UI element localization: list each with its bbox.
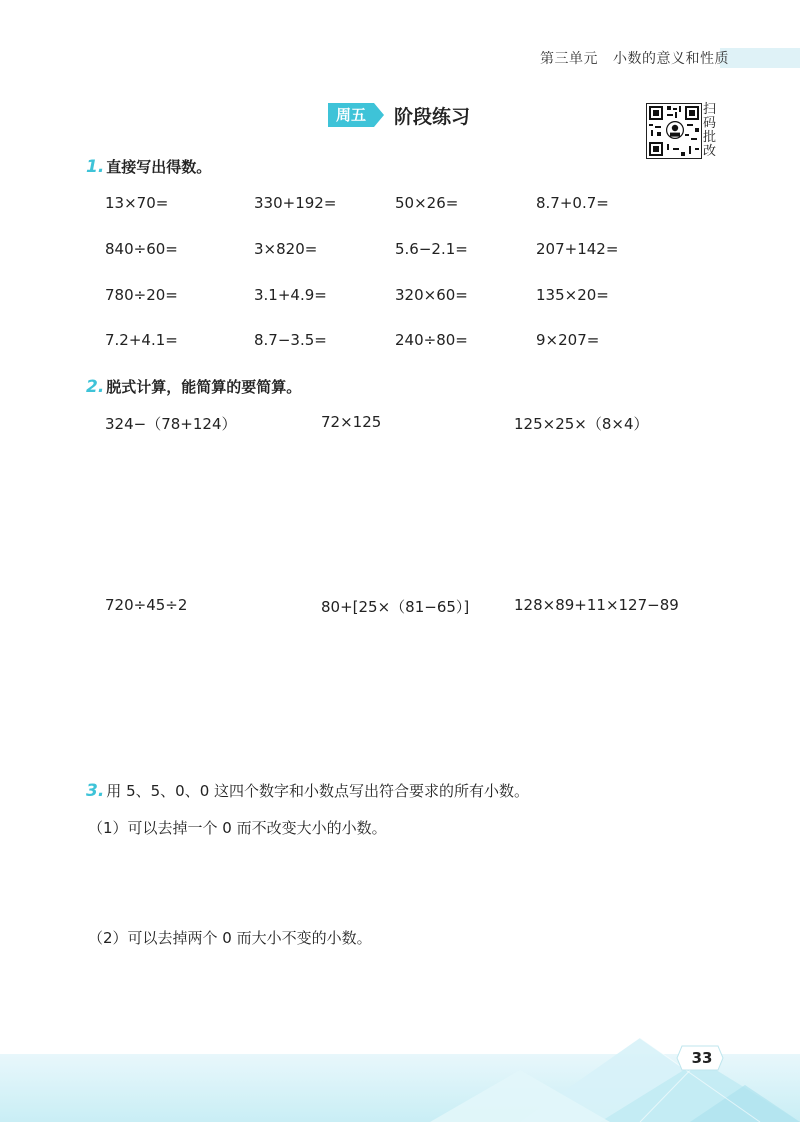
qr-code-icon[interactable] [646,103,702,159]
day-tag: 周五 [328,103,374,127]
step-calc-item: 72×125 [321,413,382,431]
oral-calc-item: 50×26= [395,194,459,212]
section-2-title: 2. 脱式计算，能简算的要简算。 [86,377,302,397]
sub-question-2: （2）可以去掉两个 0 而大小不变的小数。 [88,929,372,947]
title-text: 阶段练习 [394,105,471,128]
section-3-title: 3. 用 5、5、0、0 这四个数字和小数点写出符合要求的所有小数。 [86,781,530,801]
oral-calc-item: 780÷20= [105,286,178,304]
oral-calc-item: 13×70= [105,194,169,212]
oral-calc-item: 3.1+4.9= [254,286,327,304]
oral-calc-item: 5.6−2.1= [395,240,468,258]
oral-calc-item: 840÷60= [105,240,178,258]
oral-calc-item: 330+192= [254,194,337,212]
unit-label: 第三单元 [540,51,598,67]
scan-label: 扫 码 批 改 [703,102,717,159]
oral-calc-item: 8.7+0.7= [536,194,609,212]
oral-calc-item: 3×820= [254,240,318,258]
page-number: 33 [691,1049,713,1067]
oral-calc-item: 135×20= [536,286,609,304]
page-title [328,102,470,128]
section-1-title: 1. 直接写出得数。 [86,157,212,177]
oral-calc-item: 207+142= [536,240,619,258]
step-calc-item: 324−（78+124） [105,415,237,433]
step-calc-item: 720÷45÷2 [105,596,188,614]
running-header [540,48,739,68]
oral-calc-item: 240÷80= [395,331,468,349]
oral-calc-item: 320×60= [395,286,468,304]
step-calc-item: 80+[25×（81−65）] [321,598,470,616]
sub-question-1: （1）可以去掉一个 0 而不改变大小的小数。 [88,819,387,837]
step-calc-item: 128×89+11×127−89 [514,596,679,614]
topic-label: 小数的意义和性质 [612,51,729,67]
oral-calc-item: 7.2+4.1= [105,331,178,349]
oral-calc-item: 8.7−3.5= [254,331,327,349]
step-calc-item: 125×25×（8×4） [514,415,649,433]
oral-calc-item: 9×207= [536,331,600,349]
